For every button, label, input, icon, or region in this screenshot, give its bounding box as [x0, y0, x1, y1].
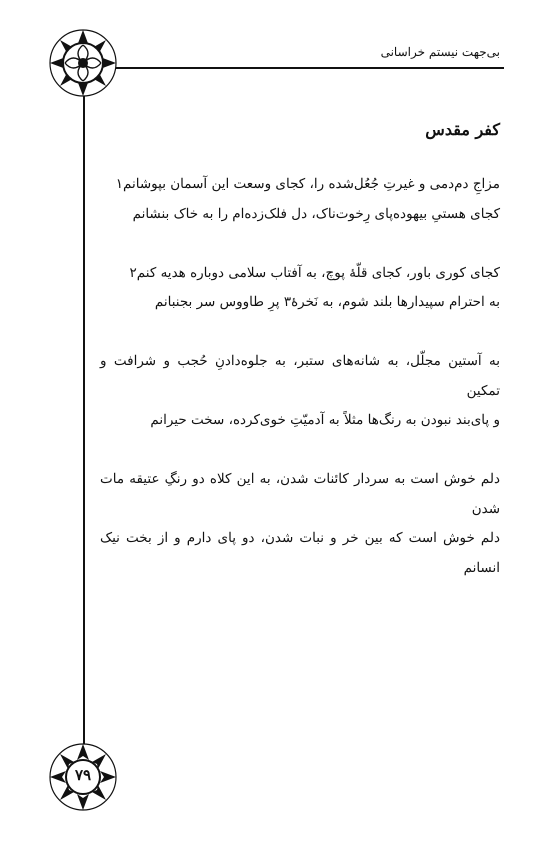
verse-line: به آستین مجلّل، به شانه‌های ستبر، به جلوه‌دادنِ حُجب و شرافت و تمکین [100, 353, 500, 399]
floral-rosette-icon [48, 28, 118, 98]
stanza [100, 465, 500, 583]
stanza [100, 170, 500, 229]
page-number: ۷۹ [74, 766, 92, 784]
verse-line: دلم خوش است که بین خر و نبات شدن، دو پای دارم و از بخت نیک انسانم [100, 530, 500, 576]
running-head: بی‌جهت نیستم خراسانی [380, 45, 500, 59]
verse-line: مزاجِ دم‌دمی و غیرتِ جُعُل‌شده را، کجای وسعت این آسمان بپوشانم۱ [115, 176, 500, 192]
poem-body [100, 170, 500, 613]
verse-line: به احترام سپیدارها بلند شوم، به نَخرهٔ۳ پرِ طاووس سر بجنبانم [154, 294, 500, 310]
header-rule [86, 67, 504, 69]
poem-title: کفر مقدس [425, 120, 500, 139]
verse-line: و پای‌بند نبودن به رنگ‌ها مثلاً به آدمیّتِ خوی‌کرده، سخت حیرانم [150, 412, 500, 428]
verse-line: دلم خوش است به سردار کائنات شدن، به این کلاه دو رنگِ عتیقه مات شدن [100, 471, 500, 517]
verse-line: کجای هستیِ بیهوده‌پای رِخوت‌ناک، دل فلک‌زده‌ام را به خاک بنشانم [132, 205, 500, 222]
margin-rule [83, 60, 85, 765]
verse-line: کجای کوری باور، کجای قلّهٔ پوچ، به آفتاب سلامی دوباره هدیه کنم۲ [129, 264, 500, 281]
stanza [100, 347, 500, 436]
stanza [100, 259, 500, 318]
